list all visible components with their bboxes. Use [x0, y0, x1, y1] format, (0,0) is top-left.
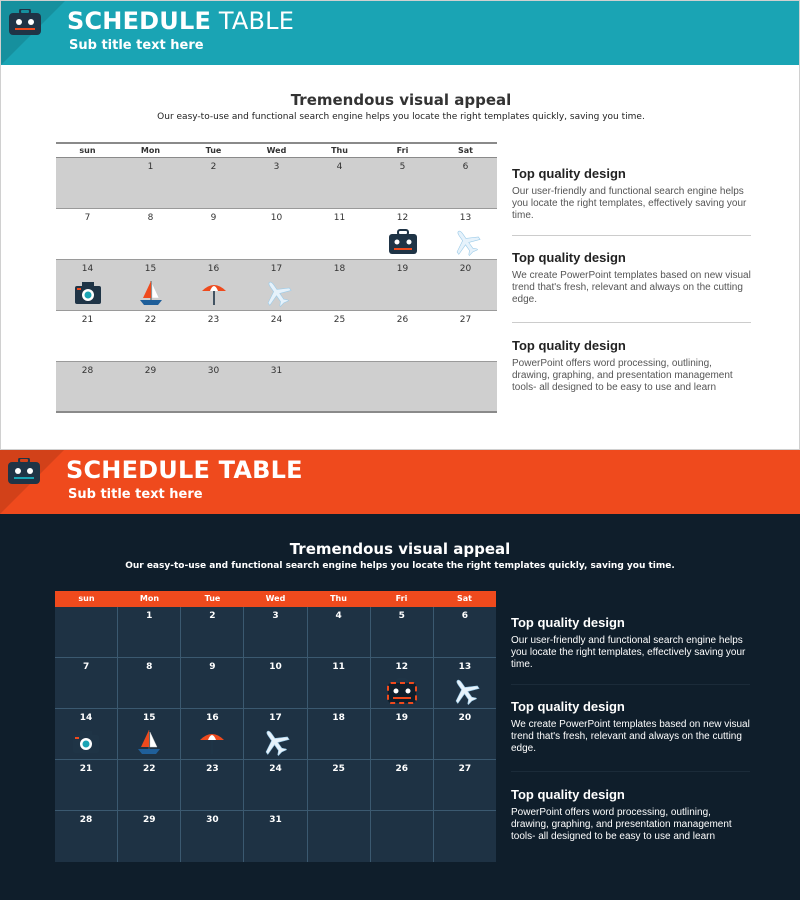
day-number: 22 — [142, 764, 156, 774]
beach-umbrella-icon — [197, 728, 227, 756]
day-header-tue: Tue — [204, 594, 221, 603]
calendar-day-8[interactable] — [119, 209, 182, 259]
calendar-day-4[interactable] — [308, 158, 371, 208]
day-header-sun: sun — [78, 594, 95, 603]
calendar-day-5[interactable] — [371, 158, 434, 208]
day-number: 23 — [206, 764, 219, 774]
calendar-day-12[interactable] — [371, 658, 434, 709]
day-number: 5 — [399, 162, 406, 172]
calendar-day-30[interactable] — [182, 362, 245, 411]
slide-header — [1, 1, 800, 65]
day-number: 10 — [270, 213, 283, 223]
day-number: 12 — [395, 662, 409, 672]
day-number: 21 — [81, 315, 94, 325]
feature-text: Our user-friendly and functional search engine helps you locate the right templates, effectively saving your time. — [511, 635, 746, 670]
day-number: 27 — [459, 315, 472, 325]
day-number: 24 — [269, 764, 282, 774]
calendar-day-27[interactable] — [434, 311, 497, 361]
day-number: 3 — [273, 162, 280, 172]
section-description: Our easy-to-use and functional search engine helps you locate the right templates quickly, saving you time. — [157, 112, 645, 122]
calendar-day-19[interactable] — [371, 709, 434, 760]
calendar-day-18[interactable] — [308, 709, 371, 760]
feature-text: PowerPoint offers word processing, outlining, drawing, graphing, and presentation management tools- all designed to be easy to use and learn — [511, 807, 732, 842]
day-number: 31 — [270, 366, 283, 376]
day-number: 13 — [459, 213, 472, 223]
schedule-slide-dark — [0, 450, 800, 900]
day-number: 3 — [272, 611, 279, 621]
sailboat-icon — [134, 728, 164, 756]
feature-text: PowerPoint offers word processing, outlining, drawing, graphing, and presentation management tools- all designed to be easy to use and learn — [512, 358, 733, 393]
day-number: 11 — [332, 662, 345, 672]
calendar-empty-cell — [371, 811, 434, 862]
day-number: 4 — [335, 611, 342, 621]
calendar-week-row — [56, 362, 497, 413]
airplane-icon — [262, 279, 292, 307]
day-number: 18 — [332, 713, 345, 723]
day-number: 9 — [210, 213, 217, 223]
calendar-week-row — [55, 607, 496, 658]
day-number: 2 — [209, 611, 216, 621]
day-number: 17 — [269, 713, 282, 723]
calendar-week-row — [56, 158, 497, 209]
calendar-day-29[interactable] — [118, 811, 181, 862]
calendar-day-6[interactable] — [434, 158, 497, 208]
calendar-day-1[interactable] — [118, 607, 181, 658]
feature-item — [512, 338, 751, 398]
day-number: 15 — [144, 264, 157, 274]
camera-icon — [71, 728, 101, 756]
day-number: 28 — [79, 815, 93, 825]
suitcase-icon — [387, 677, 417, 705]
calendar-empty-cell — [56, 158, 119, 208]
camera-icon — [73, 279, 103, 307]
day-number: 7 — [82, 662, 90, 672]
day-header-wed: Wed — [265, 594, 286, 603]
day-header-mon: Mon — [139, 594, 160, 603]
beach-umbrella-icon — [199, 279, 229, 307]
feature-text: Our user-friendly and functional search engine helps you locate the right templates, effectively saving your time. — [512, 186, 747, 221]
day-number: 12 — [396, 213, 409, 223]
slide-header — [0, 450, 800, 514]
section-description: Our easy-to-use and functional search engine helps you locate the right templates quickly, saving you time. — [125, 561, 675, 571]
airplane-icon — [451, 228, 481, 256]
day-header-thu: Thu — [331, 146, 348, 155]
calendar-body — [55, 607, 496, 862]
day-number: 29 — [144, 366, 157, 376]
calendar-day-17[interactable] — [244, 709, 307, 760]
day-number: 19 — [396, 264, 409, 274]
day-number: 20 — [458, 713, 472, 723]
day-header-mon: Mon — [140, 146, 161, 155]
day-number: 7 — [84, 213, 91, 223]
calendar-table — [56, 142, 497, 413]
day-number: 13 — [458, 662, 472, 672]
calendar-day-2[interactable] — [181, 607, 244, 658]
calendar-day-30[interactable] — [181, 811, 244, 862]
suitcase-icon — [8, 458, 40, 484]
day-number: 8 — [146, 662, 153, 672]
day-number: 27 — [458, 764, 472, 774]
calendar-day-9[interactable] — [181, 658, 244, 709]
feature-item — [511, 615, 750, 685]
calendar-body — [56, 158, 497, 413]
day-header-sat: Sat — [458, 146, 473, 155]
day-number: 31 — [269, 815, 282, 825]
calendar-day-14[interactable] — [56, 260, 119, 310]
day-header-sun: sun — [79, 146, 96, 155]
day-number: 10 — [269, 662, 282, 672]
calendar-day-27[interactable] — [434, 760, 496, 811]
airplane-icon — [450, 677, 480, 705]
day-number: 16 — [206, 713, 219, 723]
calendar-day-2[interactable] — [182, 158, 245, 208]
calendar-empty-cell — [434, 362, 497, 411]
calendar-day-24[interactable] — [245, 311, 308, 361]
calendar-week-row — [56, 311, 497, 362]
day-number: 26 — [396, 315, 409, 325]
day-header-tue: Tue — [205, 146, 222, 155]
day-number: 9 — [209, 662, 216, 672]
feature-text: We create PowerPoint templates based on new visual trend that's fresh, relevant and always on the cutting edge. — [511, 719, 750, 754]
calendar-day-1[interactable] — [119, 158, 182, 208]
day-number: 17 — [270, 264, 283, 274]
feature-text: We create PowerPoint templates based on new visual trend that's fresh, relevant and always on the cutting edge. — [512, 270, 751, 305]
day-header-fri: Fri — [395, 594, 408, 603]
calendar-day-26[interactable] — [371, 760, 434, 811]
calendar-day-12[interactable] — [371, 209, 434, 259]
feature-item — [511, 699, 750, 772]
slide-title: SCHEDULE TABLE — [67, 7, 295, 35]
calendar-day-25[interactable] — [308, 760, 371, 811]
calendar-day-13[interactable] — [434, 658, 496, 709]
day-header-wed: Wed — [266, 146, 287, 155]
day-number: 29 — [142, 815, 156, 825]
calendar-day-8[interactable] — [118, 658, 181, 709]
calendar-day-28[interactable] — [56, 362, 119, 411]
calendar-empty-cell — [371, 362, 434, 411]
calendar-week-row — [56, 209, 497, 260]
calendar-day-28[interactable] — [55, 811, 118, 862]
calendar-day-3[interactable] — [245, 158, 308, 208]
day-number: 14 — [81, 264, 94, 274]
calendar-table — [55, 591, 496, 862]
feature-item — [512, 166, 751, 236]
slide-title: SCHEDULE TABLE — [66, 456, 303, 484]
calendar-day-11[interactable] — [308, 209, 371, 259]
calendar-day-19[interactable] — [371, 260, 434, 310]
day-number: 6 — [461, 611, 469, 621]
calendar-day-16[interactable] — [182, 260, 245, 310]
day-number: 8 — [147, 213, 154, 223]
day-number: 25 — [332, 764, 345, 774]
day-number: 11 — [333, 213, 346, 223]
day-header-sat: Sat — [457, 594, 472, 603]
suitcase-icon — [388, 228, 418, 256]
calendar-day-10[interactable] — [244, 658, 307, 709]
day-number: 4 — [336, 162, 343, 172]
calendar-day-10[interactable] — [245, 209, 308, 259]
day-number: 6 — [462, 162, 469, 172]
calendar-day-21[interactable] — [55, 760, 118, 811]
calendar-day-header — [56, 142, 497, 158]
calendar-day-header — [55, 591, 496, 607]
feature-heading: Top quality design — [511, 699, 625, 714]
calendar-day-18[interactable] — [308, 260, 371, 310]
calendar-day-31[interactable] — [245, 362, 308, 411]
feature-item — [512, 250, 751, 323]
day-number: 22 — [144, 315, 157, 325]
calendar-day-15[interactable] — [119, 260, 182, 310]
day-number: 1 — [146, 611, 153, 621]
calendar-day-3[interactable] — [244, 607, 307, 658]
day-number: 21 — [79, 764, 93, 774]
day-number: 19 — [395, 713, 409, 723]
feature-heading: Top quality design — [511, 787, 625, 802]
calendar-day-23[interactable] — [182, 311, 245, 361]
calendar-day-29[interactable] — [119, 362, 182, 411]
calendar-day-17[interactable] — [245, 260, 308, 310]
day-number: 14 — [79, 713, 93, 723]
calendar-day-22[interactable] — [118, 760, 181, 811]
calendar-week-row — [55, 658, 496, 709]
calendar-day-4[interactable] — [308, 607, 371, 658]
calendar-day-20[interactable] — [434, 709, 496, 760]
calendar-day-7[interactable] — [55, 658, 118, 709]
calendar-week-row — [55, 811, 496, 862]
section-heading: Tremendous visual appeal — [290, 91, 512, 109]
calendar-empty-cell — [434, 811, 496, 862]
calendar-empty-cell — [308, 362, 371, 411]
calendar-empty-cell — [308, 811, 371, 862]
calendar-day-13[interactable] — [434, 209, 497, 259]
calendar-day-26[interactable] — [371, 311, 434, 361]
day-number: 15 — [142, 713, 156, 723]
day-number: 30 — [206, 815, 219, 825]
airplane-icon — [260, 728, 290, 756]
day-number: 23 — [207, 315, 220, 325]
feature-heading: Top quality design — [511, 615, 625, 630]
day-number: 28 — [81, 366, 94, 376]
calendar-day-16[interactable] — [181, 709, 244, 760]
calendar-day-21[interactable] — [56, 311, 119, 361]
calendar-empty-cell — [55, 607, 118, 658]
calendar-day-25[interactable] — [308, 311, 371, 361]
calendar-day-11[interactable] — [308, 658, 371, 709]
calendar-day-20[interactable] — [434, 260, 497, 310]
day-number: 1 — [147, 162, 154, 172]
section-heading: Tremendous visual appeal — [289, 540, 511, 558]
day-number: 18 — [333, 264, 346, 274]
feature-heading: Top quality design — [512, 338, 626, 353]
slide-subtitle: Sub title text here — [68, 487, 203, 502]
sailboat-icon — [136, 279, 166, 307]
day-number: 2 — [210, 162, 217, 172]
calendar-week-row — [55, 760, 496, 811]
day-number: 20 — [459, 264, 472, 274]
day-number: 5 — [398, 611, 405, 621]
calendar-day-24[interactable] — [244, 760, 307, 811]
suitcase-icon — [9, 9, 41, 35]
day-number: 16 — [207, 264, 220, 274]
calendar-day-15[interactable] — [118, 709, 181, 760]
calendar-day-7[interactable] — [56, 209, 119, 259]
calendar-day-14[interactable] — [55, 709, 118, 760]
calendar-day-6[interactable] — [434, 607, 496, 658]
slide-subtitle: Sub title text here — [69, 38, 204, 53]
calendar-week-row — [56, 260, 497, 311]
day-header-thu: Thu — [330, 594, 347, 603]
day-number: 30 — [207, 366, 220, 376]
calendar-day-5[interactable] — [371, 607, 434, 658]
calendar-week-row — [55, 709, 496, 760]
feature-item — [511, 787, 750, 847]
feature-heading: Top quality design — [512, 166, 626, 181]
calendar-day-22[interactable] — [119, 311, 182, 361]
calendar-day-23[interactable] — [181, 760, 244, 811]
day-number: 24 — [270, 315, 283, 325]
feature-heading: Top quality design — [512, 250, 626, 265]
day-header-fri: Fri — [396, 146, 409, 155]
day-number: 25 — [333, 315, 346, 325]
calendar-day-9[interactable] — [182, 209, 245, 259]
day-number: 26 — [395, 764, 409, 774]
calendar-day-31[interactable] — [244, 811, 307, 862]
